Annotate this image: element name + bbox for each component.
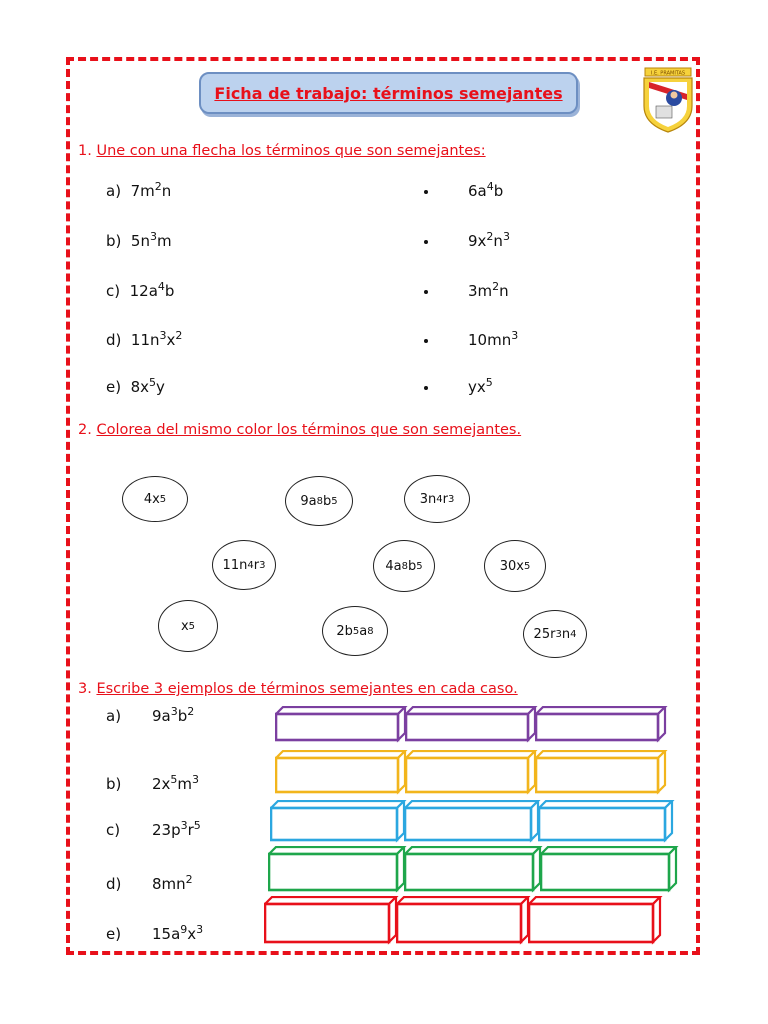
match-right-term: $10mn^3$ (468, 329, 519, 349)
case-letter: a) (106, 707, 122, 725)
answer-box[interactable] (404, 800, 541, 843)
answer-box[interactable] (275, 706, 408, 743)
match-bullet[interactable] (424, 190, 428, 194)
match-right-term: $yx^5$ (468, 376, 493, 396)
term-oval[interactable]: 2b 5 a 8 (322, 606, 388, 656)
match-right-term: $6a^4b$ (468, 180, 504, 200)
answer-box[interactable] (538, 800, 675, 843)
answer-box[interactable] (535, 750, 668, 795)
term-oval[interactable]: 4a 8 b 5 (373, 540, 435, 592)
answer-box[interactable] (270, 800, 407, 843)
answer-box[interactable] (275, 750, 408, 795)
term-oval[interactable]: 4x 5 (122, 476, 188, 522)
case-term: $8mn^2$ (152, 873, 193, 893)
case-term: $2x^5m^3$ (152, 773, 200, 793)
answer-box[interactable] (264, 896, 399, 945)
case-letter: d) (106, 875, 122, 893)
answer-box[interactable] (405, 706, 538, 743)
match-right-term: $3m^2n$ (468, 280, 509, 300)
case-letter: c) (106, 821, 121, 839)
section-2-heading: 2. Colorea del mismo color los términos que son semejantes. (78, 422, 522, 438)
section-3-heading: 3. Escribe 3 ejemplos de términos semejantes en cada caso. (78, 681, 518, 697)
case-term: $15a^9x^3$ (152, 923, 204, 943)
section-1-heading: 1. Une con una flecha los términos que son semejantes: (78, 143, 486, 159)
match-right-term: $9x^2n^3$ (468, 230, 510, 250)
match-bullet[interactable] (424, 240, 428, 244)
case-term: $9a^3b^2$ (152, 705, 195, 725)
term-oval[interactable]: 3n 4 r 3 (404, 475, 470, 523)
worksheet-title: Ficha de trabajo: términos semejantes (199, 72, 578, 114)
school-crest-logo (640, 66, 696, 134)
term-oval[interactable]: x 5 (158, 600, 218, 652)
case-letter: b) (106, 775, 122, 793)
answer-box[interactable] (540, 846, 679, 893)
answer-box[interactable] (404, 846, 543, 893)
match-left-term: e) $8x^5y$ (106, 376, 165, 396)
case-term: $23p^3r^5$ (152, 819, 201, 839)
match-bullet[interactable] (424, 339, 428, 343)
term-oval[interactable]: 11n 4 r 3 (212, 540, 276, 590)
answer-box[interactable] (535, 706, 668, 743)
match-left-term: a) $7m^2n$ (106, 180, 172, 200)
answer-box[interactable] (405, 750, 538, 795)
match-left-term: d) $11n^3x^2$ (106, 329, 183, 349)
case-letter: e) (106, 925, 122, 943)
match-bullet[interactable] (424, 386, 428, 390)
logo-caption: I.E. PRAMITAS (650, 70, 686, 77)
match-left-term: b) $5n^3m$ (106, 230, 172, 250)
answer-box[interactable] (268, 846, 407, 893)
term-oval[interactable]: 9a 8 b 5 (285, 476, 353, 526)
term-oval[interactable]: 30x 5 (484, 540, 546, 592)
answer-box[interactable] (528, 896, 663, 945)
match-bullet[interactable] (424, 290, 428, 294)
match-left-term: c) $12a^4b$ (106, 280, 175, 300)
term-oval[interactable]: 25r 3 n 4 (523, 610, 587, 658)
answer-box[interactable] (396, 896, 531, 945)
